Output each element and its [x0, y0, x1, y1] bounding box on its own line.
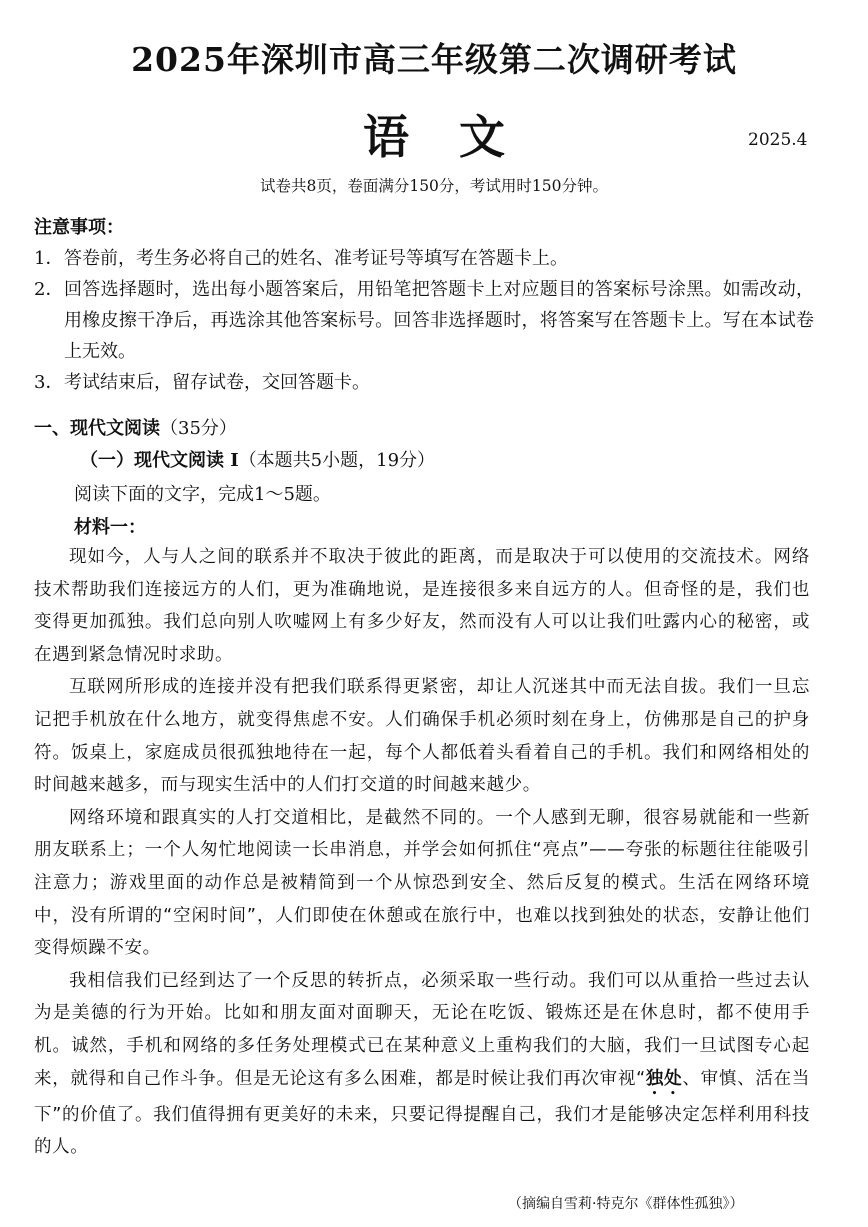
- passage-paragraph: 现如今，人与人之间的联系并不取决于彼此的距离，而是取决于可以使用的交流技术。网络技术帮助我们连接远方的人们，更为准确地说，是连接很多来自远方的人。但奇怪的是，我们也变得更加孤独。我们总向别人吹嘘网上有多少好友，然而没有人可以让我们吐露内心的秘密，或在遇到紧急情况时求助。: [34, 547, 810, 665]
- passage-paragraph: 互联网所形成的连接并没有把我们联系得更紧密，却让人沉迷其中而无法自拔。我们一旦忘记把手机放在什么地方，就变得焦虑不安。人们确保手机必须时刻在身上，仿佛那是自己的护身符。饭桌上，家庭成员很孤独地待在一起，每个人都低着头看着自己的手机。我们和网络相处的时间越来越多，而与现实生活中的人们打交道的时间越来越少。: [34, 677, 810, 796]
- subject-title: 语文: [363, 110, 555, 164]
- notice-item: [34, 274, 814, 367]
- notice-item: [34, 243, 814, 274]
- notice-number: 3．: [34, 372, 64, 393]
- passage-paragraph: 网络环境和跟真实的人打交道相比，是截然不同的。一个人感到无聊，很容易就能和一些新朋友联系上；一个人匆忙地阅读一长串消息，并学会如何抓住“亮点”——夸张的标题往往能吸引注意力；游戏里面的动作总是被精简到一个从惊恐到安全、然后反复的模式。生活在网络环境中，没有所谓的“空闲时间”，人们即使在休憩或在旅行中，也难以找到独处的状态，安静让他们变得烦躁不安。: [34, 807, 810, 959]
- passage-text: 、审慎、活在当下”的价值了。我们值得拥有更美好的未来，只要记得提醒自己，我们才是能够决定怎样利用科技的人。: [34, 1068, 810, 1158]
- notice-item: [34, 367, 814, 398]
- notice-list: [34, 243, 814, 398]
- reading-instruction: 阅读下面的文字，完成1～5题。: [74, 484, 331, 505]
- passage-source: （摘编自雪莉·特克尔《群体性孤独》）: [508, 1196, 744, 1212]
- sub-section-detail: （本题共5小题，19分）: [238, 450, 436, 471]
- notice-text: 考试结束后，留存试卷，交回答题卡。: [64, 372, 370, 393]
- material-label: 材料一：: [74, 517, 146, 538]
- sub-section-heading: [80, 446, 435, 472]
- section-title: 一、现代文阅读: [34, 418, 160, 439]
- exam-info: 试卷共8页，卷面满分150分，考试用时150分钟。: [259, 177, 609, 195]
- notice-text: 回答选择题时，选出每小题答案后，用铅笔把答题卡上对应题目的答案标号涂黑。如需改动，用橡皮擦干净后，再选涂其他答案标号。回答非选择题时，将答案写在答题卡上。写在本试卷上无效。: [64, 279, 814, 362]
- section-score: （35分）: [160, 418, 237, 439]
- notice-heading: 注意事项：: [34, 217, 124, 238]
- exam-title: 2025年深圳市高三年级第二次调研考试: [131, 40, 737, 79]
- notice-number: 1．: [34, 248, 64, 269]
- sub-section-title: （一）现代文阅读 I: [80, 450, 239, 471]
- exam-date: 2025.4: [748, 130, 808, 150]
- passage-text: 我相信我们已经到达了一个反思的转折点，必须采取一些行动。我们可以从重拾一些过去认为是美德的行为开始。比如和朋友面对面聊天，无论在吃饭、锻炼还是在休息时，都不使用手机。诚然，手机和网络的多任务处理模式已在某种意义上重构我们的大脑，我们一旦试图专心起来，就得和自己作斗争。但是无论这有多么困难，都是时候让我们再次审视“: [34, 970, 810, 1089]
- notice-number: 2．: [34, 279, 64, 300]
- section-heading: [34, 414, 237, 440]
- emphasized-word: 独处: [645, 1068, 683, 1089]
- passage: [34, 541, 810, 1164]
- passage-paragraph: [34, 965, 810, 1164]
- notice-text: 答卷前，考生务必将自己的姓名、准考证号等填写在答题卡上。: [64, 248, 568, 269]
